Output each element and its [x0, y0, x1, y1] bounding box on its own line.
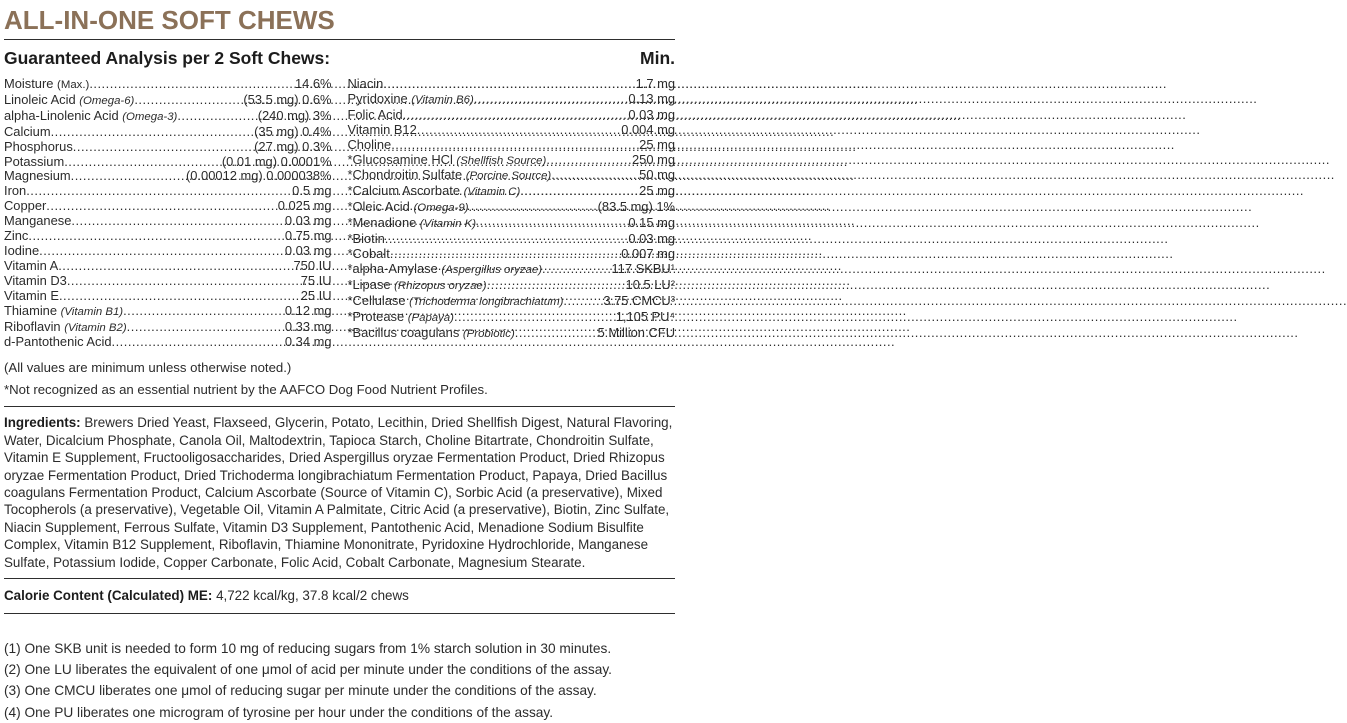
nutrient-note: (Max.): [57, 79, 90, 91]
nutrient-note: (Vitamin B6): [411, 93, 474, 106]
analysis-row: [4, 155, 332, 170]
nutrient-value: 0.03 mg: [284, 213, 332, 229]
asterisk-note: *Not recognized as an essential nutrient by the AAFCO Dog Food Nutrient Profiles.: [4, 382, 488, 398]
nutrient-name: Linoleic Acid (Omega-6): [4, 91, 135, 107]
nutrient-value: 0.007 mg: [621, 245, 675, 261]
analysis-row: [4, 274, 332, 289]
nutrient-note: (Rhizopus oryzae): [394, 279, 487, 292]
analysis-row: [4, 214, 332, 229]
nutrient-name: Zinc: [4, 228, 29, 244]
nutrient-value: 750 IU: [293, 257, 332, 273]
nutrient-value: 50 mg: [639, 167, 675, 183]
nutrient-value: 0.12 mg: [284, 302, 332, 318]
analysis-row: [4, 320, 332, 336]
dot-leader: [476, 216, 628, 231]
nutrient-name: Manganese: [4, 213, 72, 229]
dot-leader: [127, 320, 285, 335]
footnote: (1) One SKB unit is needed to form 10 mg of reducing sugars from 1% starch solution in 30 minutes.: [4, 640, 612, 656]
nutrient-value: 0.025 mg: [277, 198, 332, 214]
analysis-row: [4, 125, 332, 140]
nutrient-value: 25 IU: [300, 287, 332, 303]
nutrient-note: (Omega-6): [79, 94, 135, 107]
dot-leader: [487, 278, 626, 293]
nutrient-value: 0.75 mg: [284, 228, 332, 244]
nutrient-value: (27 mg) 0.3%: [254, 138, 332, 154]
nutrient-value: 0.15 mg: [628, 215, 675, 231]
nutrient-name: Vitamin D3: [4, 272, 67, 288]
nutrient-name: Moisture (Max.): [4, 76, 90, 91]
nutrient-value: 75 IU: [300, 272, 332, 288]
nutrient-value: (0.01 mg) 0.0001%: [221, 153, 332, 169]
analysis-row: [348, 247, 676, 262]
ingredients-label: Ingredients:: [4, 415, 81, 431]
dot-leader: [515, 326, 598, 341]
nutrient-value: 0.34 mg: [284, 334, 332, 350]
analysis-row: [348, 262, 676, 278]
nutrient-value: 0.004 mg: [621, 121, 675, 137]
divider: [4, 406, 675, 407]
nutrient-name: Vitamin E: [4, 287, 59, 303]
analysis-row: [348, 278, 676, 294]
dot-leader: [551, 168, 639, 183]
nutrient-note: (Papaya): [407, 311, 454, 324]
dot-leader: [417, 123, 621, 138]
analysis-row: [348, 310, 676, 326]
nutrient-value: 117 SKBU¹: [611, 260, 675, 276]
nutrient-note: (Vitamin B2): [64, 321, 127, 334]
nutrient-name: Vitamin A: [4, 257, 59, 273]
nutrient-name: *Oleic Acid (Omega-9): [347, 199, 469, 215]
nutrient-value: 0.13 mg: [628, 90, 675, 106]
nutrient-value: (83.5 mg) 1%: [597, 199, 675, 215]
nutrient-name: d-Pantothenic Acid: [4, 334, 112, 350]
nutrient-name: *Menadione (Vitamin K): [347, 215, 477, 231]
analysis-row: [348, 326, 676, 342]
nutrient-name: Iodine: [4, 242, 40, 258]
dot-leader: [546, 153, 632, 168]
analysis-column-left: [4, 77, 332, 350]
analysis-row: [4, 184, 332, 199]
analysis-row: [348, 184, 676, 200]
analysis-row: [4, 259, 332, 274]
dot-leader: [28, 229, 285, 244]
min-column-header: Min.: [640, 48, 675, 68]
nutrient-value: 1.7 mg: [635, 76, 675, 91]
analysis-row: [348, 153, 676, 169]
dot-leader: [390, 247, 621, 262]
nutrient-value: (240 mg) 3%: [257, 107, 332, 123]
analysis-row: [4, 289, 332, 304]
nutrient-note: (Omega-3): [122, 110, 178, 123]
dot-leader: [73, 140, 254, 155]
nutrient-name: Choline: [347, 136, 392, 152]
analysis-row: [348, 294, 676, 310]
dot-leader: [403, 108, 629, 123]
nutrient-name: Riboflavin (Vitamin B2): [4, 318, 127, 334]
nutrient-name: *alpha-Amylase (Aspergillus oryzae): [347, 260, 543, 276]
nutrient-name: Niacin: [347, 76, 384, 91]
analysis-row: [348, 138, 676, 153]
analysis-row: [348, 108, 676, 123]
analysis-row: [4, 335, 332, 350]
page-title: ALL-IN-ONE SOFT CHEWS: [4, 5, 335, 35]
nutrient-name: alpha-Linolenic Acid (Omega-3): [4, 107, 178, 123]
nutrient-value: 14.6%: [294, 76, 332, 91]
dot-leader: [474, 92, 629, 107]
footnote: (4) One PU liberates one microgram of tyrosine per hour under the conditions of the assay.: [4, 704, 554, 720]
ingredients-text: Brewers Dried Yeast, Flaxseed, Glycerin, Potato, Lecithin, Dried Shellfish Digest, Natural Flavoring, Water, Dicalcium Phosphate, Canola Oil, Maltodextrin, Tapioca Starch, Choline Bitartrate, Chondroitin Sulfate, Vitamin E Supplement, Fructooligosaccharides, Dried Aspergillus oryzae Fermentation Product, Dried Rhizopus oryzae Fermentation Product, Dried Trichoderma longibrachiatum Fermentation Product, Papaya, Dried Bacillus coagulans Fermentation Product, Calcium Ascorbate (Source of Vitamin C), Sorbic Acid (a preservative), Mixed Tocopherols (a preservative), Vegetable Oil, Vitamin A Palmitate, Citric Acid (a preservative), Biotin, Zinc Sulfate, Niacin Supplement, Ferrous Sulfate, Vitamin D3 Supplement, Pantothenic Acid, Menadione Sodium Bisulfite Complex, Vitamin B12 Supplement, Riboflavin, Thiamine Mononitrate, Pyridoxine Hydrochloride, Manganese Sulfate, Potassium Iodide, Copper Carbonate, Folic Acid, Cobalt Carbonate, Magnesium Stearate.: [4, 415, 673, 570]
calorie-value: 4,722 kcal/kg, 37.8 kcal/2 chews: [216, 587, 409, 603]
dot-leader: [51, 125, 255, 140]
nutrient-note: (Vitamin B1): [60, 305, 124, 318]
analysis-columns: [4, 77, 675, 350]
nutrient-name: Folic Acid: [347, 106, 403, 122]
dot-leader: [134, 93, 243, 108]
nutrient-value: (53.5 mg) 0.6%: [243, 91, 332, 107]
nutrient-name: *Calcium Ascorbate (Vitamin C): [347, 183, 521, 199]
dot-leader: [563, 294, 603, 309]
nutrient-name: *Cobalt: [347, 245, 390, 261]
nutrient-name: *Lipase (Rhizopus oryzae): [347, 276, 487, 292]
dot-leader: [39, 244, 285, 259]
dot-leader: [391, 138, 639, 153]
nutrient-name: Magnesium: [4, 168, 71, 184]
divider: [4, 613, 675, 614]
dot-leader: [520, 184, 639, 199]
dot-leader: [542, 262, 611, 277]
nutrient-name: Thiamine (Vitamin B1): [4, 302, 124, 318]
analysis-row: [4, 109, 332, 125]
ingredients-paragraph: [4, 414, 675, 571]
dot-leader: [67, 274, 301, 289]
nutrient-name: Potassium: [4, 153, 65, 169]
dot-leader: [123, 304, 285, 319]
nutrient-name: Phosphorus: [4, 138, 73, 154]
analysis-row: [4, 229, 332, 244]
dot-leader: [59, 289, 301, 304]
analysis-row: [4, 93, 332, 109]
nutrient-value: 250 mg: [632, 151, 675, 167]
nutrient-name: *Biotin: [347, 231, 385, 247]
analysis-row: [348, 123, 676, 138]
analysis-row: [4, 244, 332, 259]
dot-leader: [89, 77, 295, 92]
analysis-row: [4, 140, 332, 155]
nutrient-name: *Cellulase (Trichoderma longibrachiatum): [347, 292, 564, 308]
dot-leader: [469, 200, 598, 215]
analysis-row: [348, 92, 676, 108]
nutrient-value: 0.5 mg: [292, 183, 332, 199]
nutrient-value: 0.03 mg: [284, 242, 332, 258]
nutrient-note: (Probiotic): [462, 327, 515, 340]
analysis-row: [348, 216, 676, 232]
divider: [4, 39, 675, 40]
dot-leader: [46, 199, 277, 214]
nutrient-note: (Omega-9): [413, 202, 469, 215]
nutrient-name: Calcium: [4, 123, 51, 139]
dot-leader: [383, 77, 635, 92]
all-values-note: (All values are minimum unless otherwise noted.): [4, 360, 292, 376]
nutrient-note: (Vitamin C): [463, 186, 521, 199]
dot-leader: [26, 184, 292, 199]
nutrient-name: *Glucosamine HCl (Shellfish Source): [347, 151, 547, 167]
nutrient-value: 0.03 mg: [628, 231, 675, 247]
analysis-column-right: [348, 77, 676, 350]
dot-leader: [71, 214, 285, 229]
nutrient-value: 25 mg: [639, 183, 675, 199]
nutrient-value: 1,105 PU⁴: [615, 308, 675, 324]
nutrient-name: *Protease (Papaya): [347, 308, 454, 324]
nutrient-value: 5 Million CFU: [597, 324, 675, 340]
analysis-row: [4, 304, 332, 320]
calorie-content: [4, 579, 675, 613]
analysis-row: [4, 77, 332, 93]
analysis-row: [4, 169, 332, 184]
analysis-row: [348, 168, 676, 184]
guaranteed-analysis-heading: Guaranteed Analysis per 2 Soft Chews:: [4, 48, 331, 68]
dot-leader: [71, 169, 186, 184]
footnote: (3) One CMCU liberates one μmol of reducing sugar per minute under the conditions of the assay.: [4, 683, 597, 699]
analysis-row: [348, 77, 676, 92]
footnotes: [4, 638, 675, 723]
nutrient-name: Copper: [4, 198, 47, 214]
nutrient-value: 0.03 mg: [628, 106, 675, 122]
nutrient-name: Iron: [4, 183, 27, 199]
nutrient-name: *Chondroitin Sulfate (Porcine Source): [347, 167, 552, 183]
guaranteed-analysis-header: [4, 48, 675, 69]
dot-leader: [64, 155, 222, 170]
footnote: (2) One LU liberates the equivalent of one μmol of acid per minute under the conditions of the assay.: [4, 662, 612, 678]
nutrient-value: (35 mg) 0.4%: [254, 123, 332, 139]
nutrient-name: Pyridoxine (Vitamin B6): [347, 90, 474, 106]
dot-leader: [112, 335, 285, 350]
nutrient-name: Vitamin B12: [347, 121, 417, 137]
analysis-row: [4, 199, 332, 214]
dot-leader: [454, 310, 616, 325]
nutrient-note: (Aspergillus oryzae): [441, 263, 543, 276]
nutrient-value: 10.5 LU²: [625, 276, 675, 292]
nutrient-value: 0.33 mg: [284, 318, 332, 334]
nutrient-note: (Shellfish Source): [456, 154, 547, 167]
nutrient-note: (Vitamin K): [419, 218, 477, 231]
dot-leader: [58, 259, 293, 274]
nutrient-note: (Trichoderma longibrachiatum): [409, 295, 564, 308]
nutrient-value: 3.75 CMCU³: [603, 292, 675, 308]
analysis-row: [348, 232, 676, 247]
nutrient-value: 25 mg: [639, 136, 675, 152]
calorie-label: Calorie Content (Calculated) ME:: [4, 587, 213, 603]
nutrient-value: (0.00012 mg) 0.000038%: [186, 168, 332, 184]
analysis-row: [348, 200, 676, 216]
nutrient-note: (Porcine Source): [465, 170, 552, 183]
nutrient-name: *Bacillus coagulans (Probiotic): [347, 324, 515, 340]
dot-leader: [385, 232, 629, 247]
dot-leader: [177, 109, 257, 124]
